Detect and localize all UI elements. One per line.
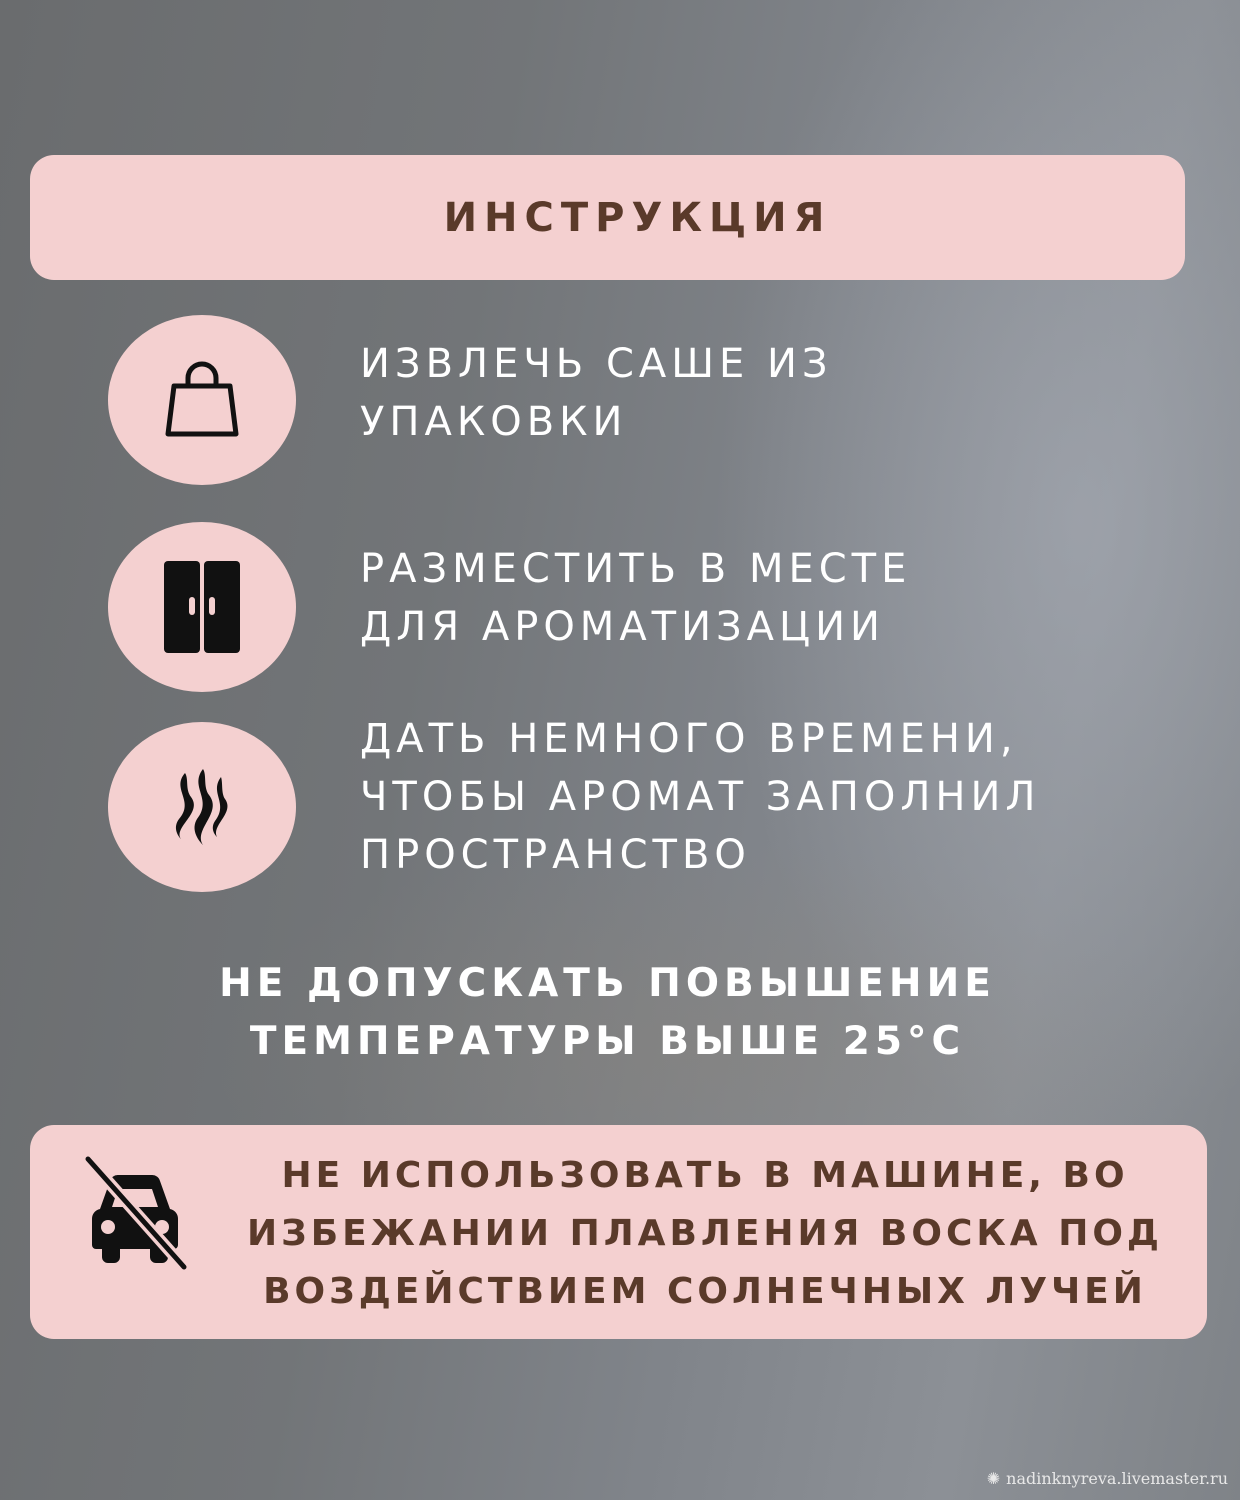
watermark-text: nadinknyreva.livemaster.ru [1006, 1469, 1228, 1488]
temperature-warning: НЕ ДОПУСКАТЬ ПОВЫШЕНИЕ ТЕМПЕРАТУРЫ ВЫШЕ 25°C [219, 961, 996, 1064]
wardrobe-icon [162, 559, 242, 655]
no-car-icon [80, 1153, 190, 1273]
sun-logo-icon: ✺ [986, 1469, 1001, 1488]
step-icon-circle [108, 522, 296, 692]
title-banner [30, 155, 1185, 280]
step-text: ИЗВЛЕЧЬ САШЕ ИЗ УПАКОВКИ [360, 341, 833, 445]
step-icon-circle [108, 722, 296, 892]
step-text: РАЗМЕСТИТЬ В МЕСТЕ ДЛЯ АРОМАТИЗАЦИИ [360, 546, 912, 650]
aroma-waves-icon [167, 767, 237, 847]
car-notice-banner [30, 1125, 1207, 1339]
step-text: ДАТЬ НЕМНОГО ВРЕМЕНИ, ЧТОБЫ АРОМАТ ЗАПОЛНИЛ ПРОСТРАНСТВО [360, 716, 1041, 878]
watermark [987, 1469, 1228, 1488]
car-notice-text: НЕ ИСПОЛЬЗОВАТЬ В МАШИНЕ, ВО ИЗБЕЖАНИИ ПЛАВЛЕНИЯ ВОСКА ПОД ВОЗДЕЙСТВИЕМ СОЛНЕЧНЫХ ЛУЧЕЙ [247, 1155, 1163, 1312]
shopping-bag-icon [162, 360, 242, 440]
page-title: ИНСТРУКЦИЯ [443, 194, 832, 241]
step-icon-circle [108, 315, 296, 485]
